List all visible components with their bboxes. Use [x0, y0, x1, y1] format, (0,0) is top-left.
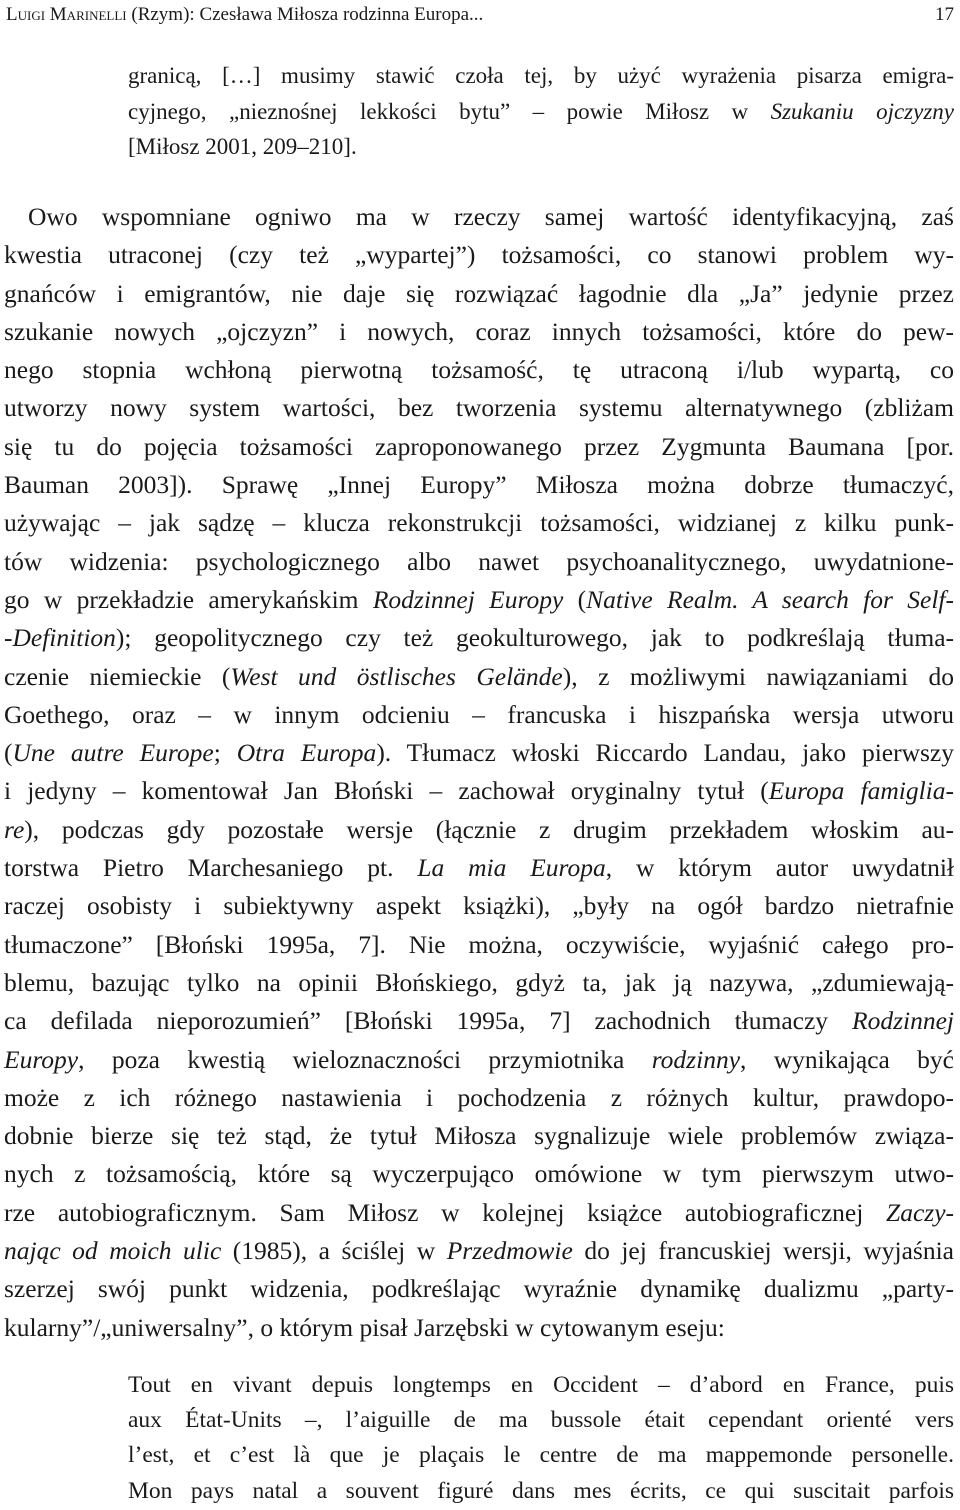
book-title: Rodzinnej	[852, 1006, 954, 1036]
quote-line: [Miłosz 2001, 209–210].	[128, 134, 357, 159]
book-title: Zaczy-	[886, 1197, 954, 1227]
text-line: utworzy nowy system wartości, bez tworzenia systemu alternatywnego (zbliżam	[4, 393, 954, 423]
emphasized-word: rodzinny	[651, 1044, 741, 1074]
quote-line: l’est, et c’est là que je plaçais le centre de ma mappemonde personelle.	[128, 1442, 954, 1469]
text-line: nych z tożsamością, które są wyczerpująco omówione w tym pierwszym utwo-	[4, 1159, 954, 1189]
block-quote-top	[128, 58, 954, 165]
text-line: tów widzenia: psychologicznego albo nawet psychoanalitycznego, uwydatnione-	[4, 546, 954, 576]
text-line: torstwa Pietro Marchesaniego pt. La mia Europa, w którym autor uwydatnił	[4, 853, 954, 883]
text-line: Owo wspomniane ogniwo ma w rzeczy samej wartość identyfikacyjną, zaś	[28, 202, 954, 231]
quote-line: Mon pays natal a souvent figuré dans mes écrits, ce qui suscitait parfois	[128, 1477, 954, 1504]
book-title: Native Realm. A search for Self-	[586, 584, 954, 614]
text-line: może z ich różnego nastawienia i pochodzenia z różnych kultur, prawdopo-	[4, 1082, 954, 1112]
text-line: szukanie nowych „ojczyzn” i nowych, coraz innych tożsamości, które do pew-	[4, 316, 954, 346]
page-number: 17	[935, 4, 954, 25]
text-line: nając od moich ulic (1985), a ściślej w Przedmowie do jej francuskiej wersji, wyjaśnia	[4, 1236, 954, 1266]
text-line: rze autobiograficznym. Sam Miłosz w kolejnej książce autobiograficznej Zaczy-	[4, 1197, 954, 1227]
block-quote-bottom	[128, 1368, 954, 1509]
text-line: tłumaczone” [Błoński 1995a, 7]. Nie można, oczywiście, wyjaśnić całego pro-	[4, 929, 954, 959]
text-line: go w przekładzie amerykańskim Rodzinnej Europy (Native Realm. A search for Self-	[4, 584, 954, 614]
main-paragraph	[4, 198, 954, 1347]
book-title: West und östlisches Gelände	[230, 661, 563, 691]
text-line: ca defilada nieporozumień” [Błoński 1995a, 7] zachodnich tłumaczy Rodzinnej	[4, 1006, 954, 1036]
book-title: -Definition	[4, 623, 116, 653]
book-title: nając od moich ulic	[4, 1236, 222, 1266]
book-title: Rodzinnej Europy	[372, 584, 564, 614]
quote-line: granicą, […] musimy stawić czoła tej, by użyć wyrażenia pisarza emigra-	[128, 63, 954, 88]
author-name: Luigi Marinelli	[6, 4, 127, 25]
text-line: Goethego, oraz – w innym odcieniu – francuska i hiszpańska wersja utworu	[4, 699, 954, 729]
text-line: (Une autre Europe; Otra Europa). Tłumacz włoski Riccardo Landau, jako pierwszy	[4, 738, 954, 768]
text-line: nego stopnia wchłoną pierwotną tożsamość, tę utraconą i/lub wypartą, co	[4, 355, 954, 385]
book-title: Europa famiglia-	[768, 776, 954, 806]
text-line: dobnie bierze się też stąd, że tytuł Miłosza sygnalizuje wiele problemów związa-	[4, 1121, 954, 1151]
book-title: Europy	[4, 1044, 79, 1074]
text-line: re), podczas gdy pozostałe wersje (łącznie z drugim przekładem włoskim au-	[4, 814, 954, 844]
text-line: Bauman 2003]). Sprawę „Innej Europy” Miłosza można dobrze tłumaczyć,	[4, 470, 954, 500]
quote-line: cyjnego, „nieznośnej lekkości bytu” – powie Miłosz w Szukaniu ojczyzny	[128, 98, 954, 124]
book-title: Szukaniu ojczyzny	[770, 98, 954, 124]
article-title: (Rzym): Czesława Miłosza rodzinna Europa...	[126, 4, 484, 25]
text-line: -Definition); geopolitycznego czy też geokulturowego, jak to podkreślają tłuma-	[4, 623, 954, 653]
text-line: blemu, bazując tylko na opinii Błońskiego, gdyż ta, jak ją nazywa, „zdumiewają-	[4, 967, 954, 997]
text-line: Europy, poza kwestią wieloznaczności przymiotnika rodzinny, wynikająca być	[4, 1044, 954, 1074]
text-line: czenie niemieckie (West und östlisches Gelände), z możliwymi nawiązaniami do	[4, 661, 955, 691]
running-title	[6, 2, 483, 28]
book-title: Une autre Europe	[12, 738, 214, 768]
text-line: kwestia utraconej (czy też „wypartej”) tożsamości, co stanowi problem wy-	[4, 240, 954, 270]
text-line: i jedyny – komentował Jan Błoński – zachował oryginalny tytuł (Europa famiglia-	[4, 776, 954, 806]
text-line: kularny”/„uniwersalny”, o którym pisał Jarzębski w cytowanym eseju:	[4, 1312, 725, 1342]
book-title: Otra Europa	[236, 738, 377, 768]
text-line: używając – jak sądzę – klucza rekonstrukcji tożsamości, widzianej z kilku punk-	[4, 508, 954, 538]
running-head	[6, 2, 954, 28]
book-title: La mia Europa	[417, 853, 606, 883]
book-title: Przedmowie	[446, 1236, 573, 1266]
text-line: szerzej swój punkt widzenia, podkreślając wyraźnie dynamikę dualizmu „party-	[4, 1274, 954, 1304]
book-title: re	[4, 814, 25, 844]
text-line: się tu do pojęcia tożsamości zaproponowanego przez Zygmunta Baumana [por.	[4, 431, 954, 461]
text-line: raczej osobisty i subiektywny aspekt książki), „były na ogół bardzo nietrafnie	[4, 891, 954, 921]
quote-line: Tout en vivant depuis longtemps en Occident – d’abord en France, puis	[128, 1372, 954, 1398]
quote-line: aux État-Units –, l’aiguille de ma bussole était cependant orienté vers	[128, 1407, 954, 1434]
text-line: gnańców i emigrantów, nie daje się rozwiązać łagodnie dla „Ja” jedynie przez	[4, 278, 954, 308]
